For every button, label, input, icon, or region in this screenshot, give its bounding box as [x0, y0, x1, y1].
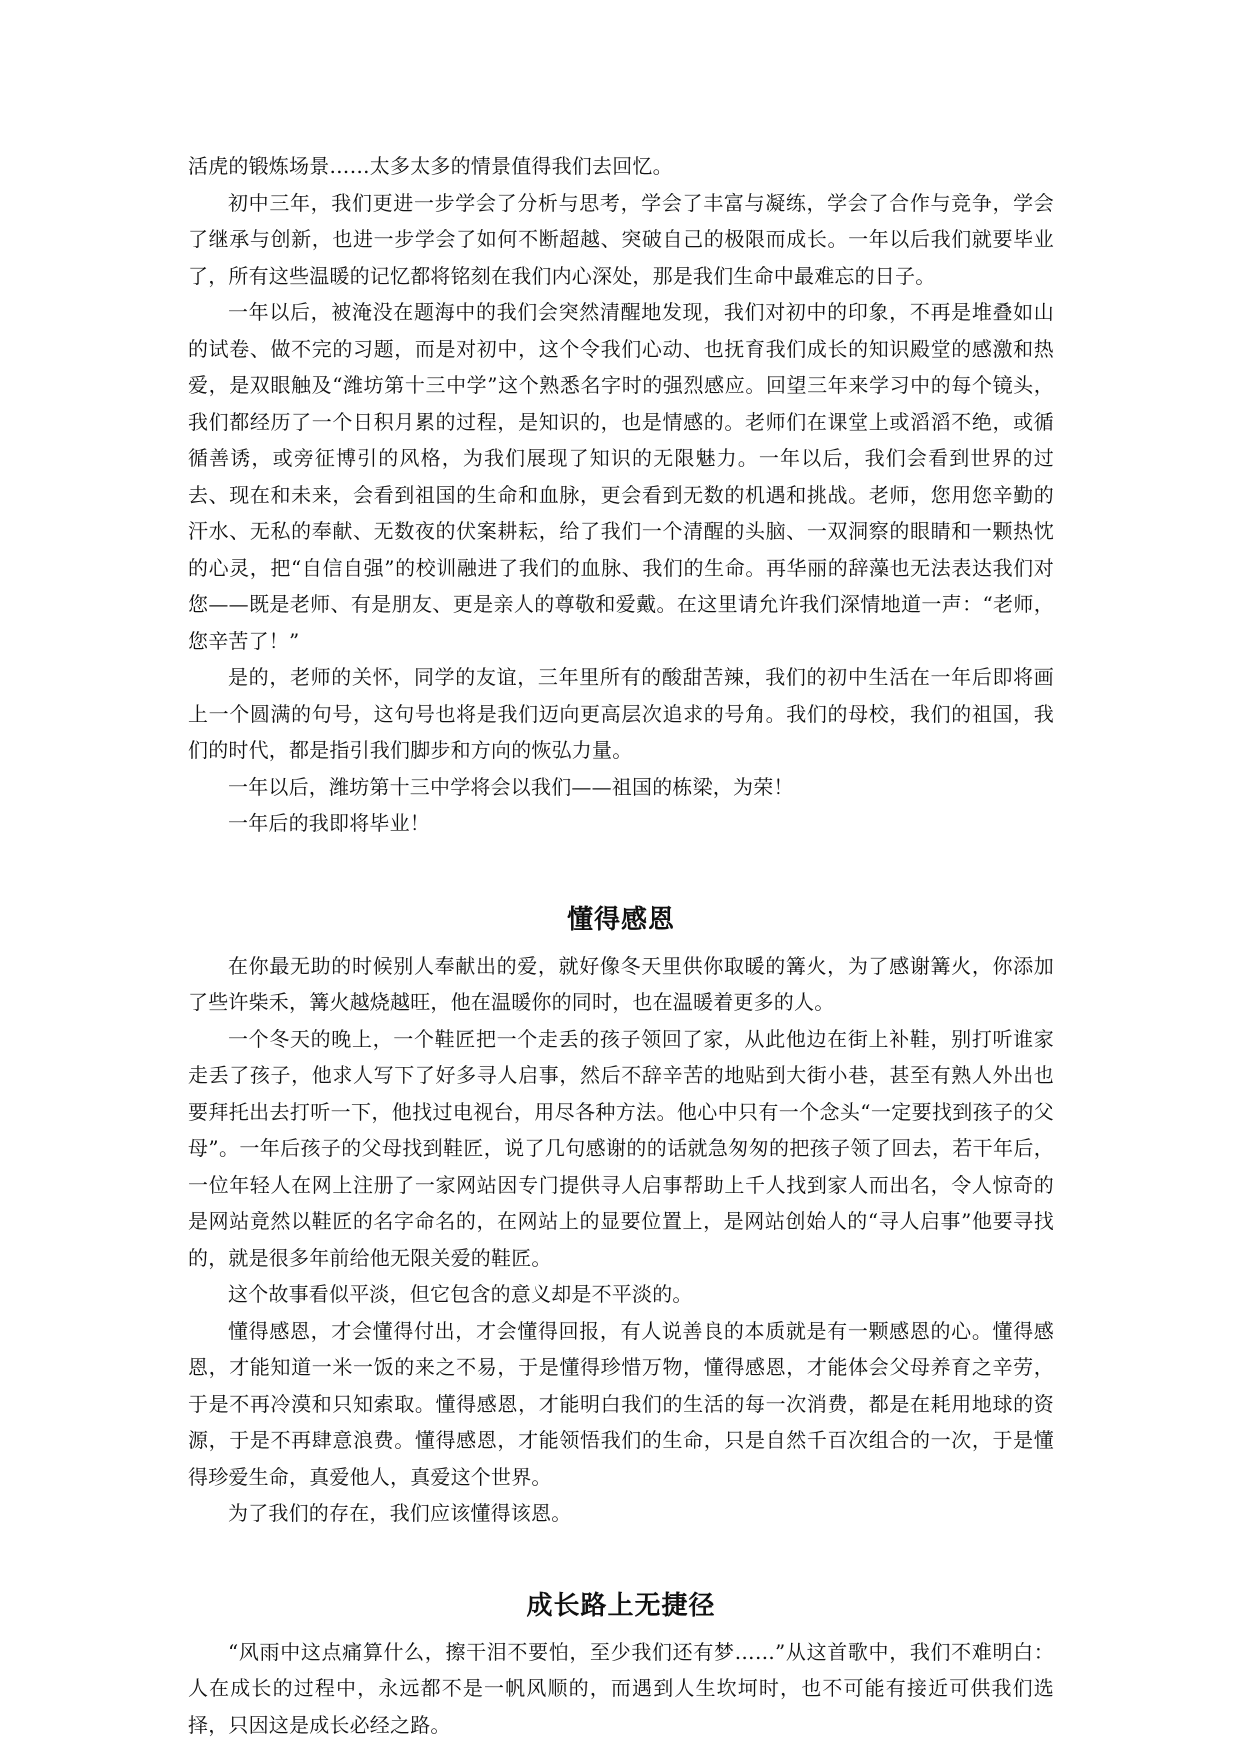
paragraph: 这个故事看似平淡，但它包含的意义却是不平淡的。: [228, 1282, 693, 1306]
section-title-growth: 成长路上无捷径: [526, 1590, 716, 1621]
paragraph: “风雨中这点痛算什么，擦干泪不要怕，至少我们还有梦……”从这首歌中，我们不难明白：人在成长的过程中，永远都不是一帆风顺的，而遇到人生坎坷时，也不可能有接近可供我们选择，只因这是成长必经之路。: [188, 1639, 1054, 1737]
paragraph: 在你最无助的时候别人奉献出的爱，就好像冬天里供你取暖的篝火，为了感谢篝火，你添加了些许柴禾，篝火越烧越旺，他在温暖你的同时，也在温暖着更多的人。: [188, 953, 1054, 1014]
paragraph: 是的，老师的关怀，同学的友谊，三年里所有的酸甜苦辣，我们的初中生活在一年后即将画上一个圆满的句号，这句号也将是我们迈向更高层次追求的号角。我们的母校，我们的祖国，我们的时代，都是指引我们脚步和方向的恢弘力量。: [188, 665, 1054, 762]
document-body: [188, 148, 1054, 1743]
paragraph: 懂得感恩，才会懂得付出，才会懂得回报，有人说善良的本质就是有一颗感恩的心。懂得感恩，才能知道一米一饭的来之不易，于是懂得珍惜万物，懂得感恩，才能体会父母养育之辛劳，于是不再冷漠和只知索取。懂得感恩，才能明白我们的生活的每一次消费，都是在耗用地球的资源，于是不再肆意浪费。懂得感恩，才能领悟我们的生命，只是自然千百次组合的一次，于是懂得珍爱生命，真爱他人，真爱这个世界。: [188, 1318, 1054, 1489]
paragraph: 一年以后，潍坊第十三中学将会以我们——祖国的栋梁，为荣！: [228, 774, 794, 799]
paragraph: 一年后的我即将毕业！: [228, 811, 430, 835]
section-title-gratitude: 懂得感恩: [566, 904, 675, 935]
paragraph-continuation: 活虎的锻炼场景……太多太多的情景值得我们去回忆。: [188, 154, 673, 178]
paragraph: 一个冬天的晚上，一个鞋匠把一个走丢的孩子领回了家，从此他边在街上补鞋，别打听谁家走丢了孩子，他求人写下了好多寻人启事，然后不辞辛苦的地贴到大街小巷，甚至有熟人外出也要拜托出去打听一下，他找过电视台，用尽各种方法。他心中只有一个念头“一定要找到孩子的父母”。一年后孩子的父母找到鞋匠，说了几句感谢的的话就急匆匆的把孩子领了回去，若干年后，一位年轻人在网上注册了一家网站因专门提供寻人启事帮助上千人找到家人而出名，令人惊奇的是网站竟然以鞋匠的名字命名的，在网站上的显要位置上，是网站创始人的“寻人启事”他要寻找的，就是很多年前给他无限关爱的鞋匠。: [188, 1026, 1054, 1270]
paragraph: 初中三年，我们更进一步学会了分析与思考，学会了丰富与凝练，学会了合作与竞争，学会了继承与创新，也进一步学会了如何不断超越、突破自己的极限而成长。一年以后我们就要毕业了，所有这些温暖的记忆都将铭刻在我们内心深处，那是我们生命中最难忘的日子。: [188, 190, 1054, 288]
paragraph: 为了我们的存在，我们应该懂得该恩。: [228, 1501, 572, 1525]
paragraph: 一年以后，被淹没在题海中的我们会突然清醒地发现，我们对初中的印象，不再是堆叠如山的试卷、做不完的习题，而是对初中，这个令我们心动、也抚育我们成长的知识殿堂的感激和热爱，是双眼触及“潍坊第十三中学”这个熟悉名字时的强烈感应。回望三年来学习中的每个镜头，我们都经历了一个日积月累的过程，是知识的，也是情感的。老师们在课堂上或滔滔不绝，或循循善诱，或旁征博引的风格，为我们展现了知识的无限魅力。一年以后，我们会看到世界的过去、现在和未来，会看到祖国的生命和血脉，更会看到无数的机遇和挑战。老师，您用您辛勤的汗水、无私的奉献、无数夜的伏案耕耘，给了我们一个清醒的头脑、一双洞察的眼睛和一颗热忱的心灵，把“自信自强”的校训融进了我们的血脉、我们的生命。再华丽的辞藻也无法表达我们对您——既是老师、有是朋友、更是亲人的尊敬和爱戴。在这里请允许我们深情地道一声：“老师，您辛苦了！”: [188, 300, 1054, 653]
